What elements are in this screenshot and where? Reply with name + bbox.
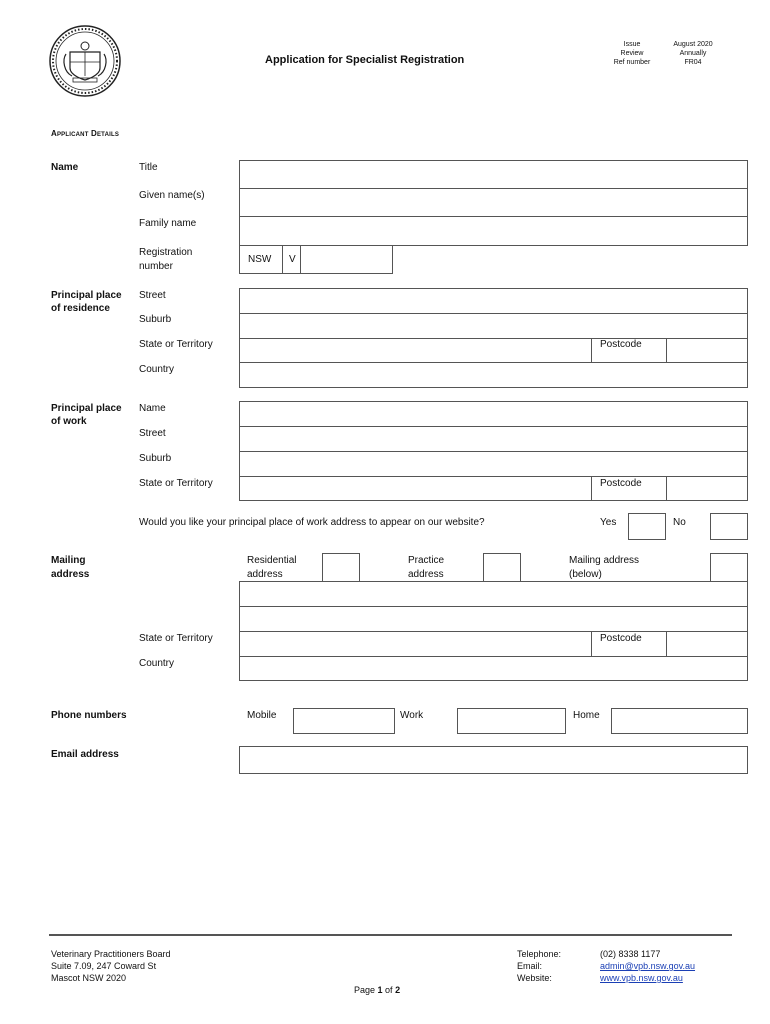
- v-prefix-text: V: [289, 254, 296, 265]
- mailing-state-field[interactable]: [239, 631, 592, 657]
- mailing-country-field[interactable]: [239, 656, 748, 681]
- form-title: Application for Specialist Registration: [265, 54, 465, 66]
- work-suburb-label: Suburb: [139, 453, 172, 464]
- work-phone-label: Work: [400, 710, 424, 721]
- residence-state-label: State or Territory: [139, 339, 213, 350]
- registration-label-1: Registration: [139, 247, 193, 258]
- yes-checkbox[interactable]: [628, 513, 666, 540]
- practice-option-label-2: address: [408, 569, 444, 580]
- title-field[interactable]: [239, 160, 748, 189]
- residence-state-field[interactable]: [239, 338, 592, 363]
- work-name-field[interactable]: [239, 401, 748, 427]
- home-phone-field[interactable]: [611, 708, 748, 734]
- website-label: Website:: [517, 973, 552, 983]
- work-heading-2: of work: [51, 416, 87, 427]
- footer-divider: [49, 934, 732, 936]
- yes-label: Yes: [600, 517, 617, 528]
- mailing-postcode-label: Postcode: [600, 633, 642, 644]
- ref-value: FR04: [684, 59, 702, 66]
- residence-suburb-label: Suburb: [139, 314, 172, 325]
- practice-option-checkbox[interactable]: [483, 553, 521, 582]
- name-heading: Name: [51, 162, 79, 173]
- mobile-field[interactable]: [293, 708, 395, 734]
- residence-country-field[interactable]: [239, 362, 748, 388]
- issue-label: Issue: [623, 41, 641, 48]
- mailing-country-label: Country: [139, 658, 175, 669]
- page-number: [354, 984, 400, 996]
- residence-heading-2: of residence: [51, 303, 110, 314]
- page-of: of: [382, 985, 396, 995]
- page-total: 2: [395, 985, 401, 995]
- mailing-below-option-label-1: Mailing address: [569, 555, 640, 566]
- residence-postcode-label: Postcode: [600, 339, 642, 350]
- no-checkbox[interactable]: [710, 513, 748, 540]
- residence-heading-1: Principal place: [51, 290, 122, 301]
- residential-option-label-2: address: [247, 569, 283, 580]
- telephone-label: Telephone:: [517, 949, 562, 959]
- mailing-below-option-checkbox[interactable]: [710, 553, 748, 582]
- phone-heading: Phone numbers: [51, 710, 127, 721]
- ref-label: Ref number: [613, 59, 651, 66]
- work-suburb-field[interactable]: [239, 451, 748, 477]
- mailing-below-option-label-2: (below): [569, 569, 602, 580]
- given-name-label: Given name(s): [139, 190, 205, 201]
- work-street-field[interactable]: [239, 426, 748, 452]
- work-state-label: State or Territory: [139, 478, 213, 489]
- home-phone-label: Home: [573, 710, 600, 721]
- given-name-field[interactable]: [239, 188, 748, 217]
- work-heading-1: Principal place: [51, 403, 122, 414]
- website-question: Would you like your principal place of work address to appear on our website?: [139, 517, 485, 528]
- work-name-label: Name: [139, 403, 166, 414]
- issue-value: August 2020: [673, 41, 713, 48]
- review-label: Review: [620, 50, 644, 57]
- work-street-label: Street: [139, 428, 166, 439]
- mailing-state-label: State or Territory: [139, 633, 213, 644]
- mailing-heading-1: Mailing: [51, 555, 86, 566]
- work-state-field[interactable]: [239, 476, 592, 501]
- residential-option-label-1: Residential: [247, 555, 297, 566]
- work-phone-field[interactable]: [457, 708, 566, 734]
- residence-country-label: Country: [139, 364, 175, 375]
- board-seal-logo: [46, 24, 124, 98]
- registration-label-2: number: [139, 261, 173, 272]
- mobile-label: Mobile: [247, 710, 277, 721]
- mailing-heading-2: address: [51, 569, 90, 580]
- mailing-postcode-field[interactable]: [666, 631, 748, 657]
- email-heading: Email address: [51, 749, 119, 760]
- work-postcode-field[interactable]: [666, 476, 748, 501]
- residence-street-field[interactable]: [239, 288, 748, 314]
- no-label: No: [673, 517, 686, 528]
- email-label: Email:: [517, 961, 543, 971]
- work-postcode-label: Postcode: [600, 478, 642, 489]
- mailing-line-2-field[interactable]: [239, 606, 748, 632]
- page-current: 1: [377, 985, 383, 995]
- family-name-label: Family name: [139, 218, 197, 229]
- residence-suburb-field[interactable]: [239, 313, 748, 339]
- practice-option-label-1: Practice: [408, 555, 445, 566]
- family-name-field[interactable]: [239, 216, 748, 246]
- nsw-prefix-text: NSW: [248, 254, 272, 265]
- title-label: Title: [139, 162, 158, 173]
- registration-number-field[interactable]: [300, 245, 393, 274]
- residence-street-label: Street: [139, 290, 166, 301]
- residential-option-checkbox[interactable]: [322, 553, 360, 582]
- section-title: Applicant Details: [51, 129, 120, 138]
- residence-postcode-field[interactable]: [666, 338, 748, 363]
- footer-address-1: Suite 7.09, 247 Coward St: [51, 961, 157, 971]
- footer-org: Veterinary Practitioners Board: [51, 949, 171, 959]
- mailing-line-1-field[interactable]: [239, 581, 748, 607]
- review-value: Annually: [679, 50, 707, 57]
- email-link[interactable]: admin@vpb.nsw.gov.au: [600, 961, 696, 971]
- website-link[interactable]: www.vpb.nsw.gov.au: [600, 973, 683, 983]
- page-prefix: Page: [354, 985, 378, 995]
- footer-address-2: Mascot NSW 2020: [51, 973, 127, 983]
- telephone-value: (02) 8338 1177: [600, 949, 661, 959]
- email-field[interactable]: [239, 746, 748, 774]
